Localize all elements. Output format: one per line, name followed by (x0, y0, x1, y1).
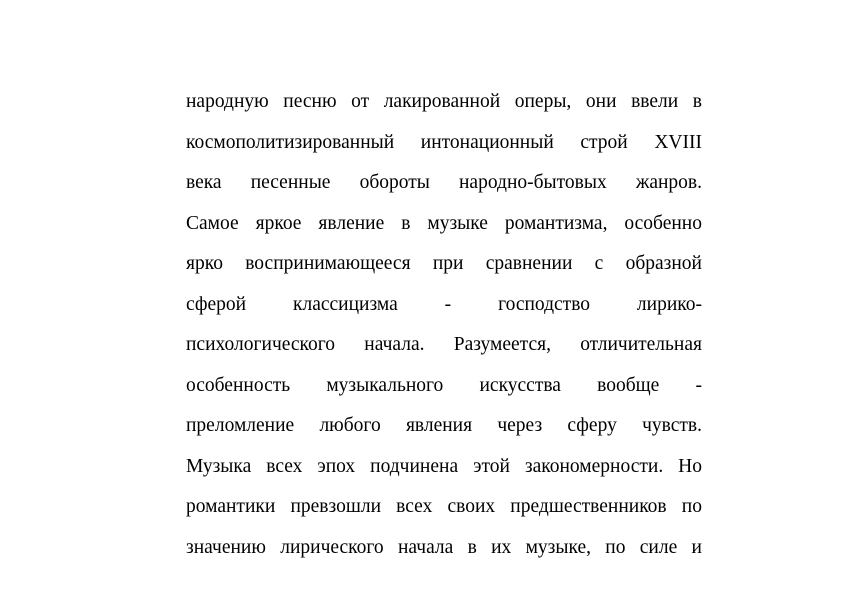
text-line: Музыка всех эпох подчинена этой закономерности. Но (186, 455, 702, 477)
text-line: особенность музыкального искусства вообще - (186, 374, 702, 396)
text-line: сферой классицизма - господство лирико- (186, 293, 702, 315)
text-line: Самое яркое явление в музыке романтизма, особенно (186, 212, 702, 234)
text-line: века песенные обороты народно-бытовых жанров. (186, 172, 702, 193)
body-text (186, 82, 702, 568)
text-line: космополитизированный интонационный строй XVIII (186, 131, 702, 153)
text-line: значению лирического начала в их музыке, по силе и (186, 536, 702, 558)
text-line: ярко воспринимающееся при сравнении с образной (186, 253, 702, 274)
text-line: психологического начала. Разумеется, отличительная (186, 334, 702, 355)
text-line: преломление любого явления через сферу чувств. (186, 415, 702, 436)
text-line: романтики превзошли всех своих предшественников по (186, 496, 702, 517)
text-line: народную песню от лакированной оперы, они ввели в (186, 91, 702, 112)
